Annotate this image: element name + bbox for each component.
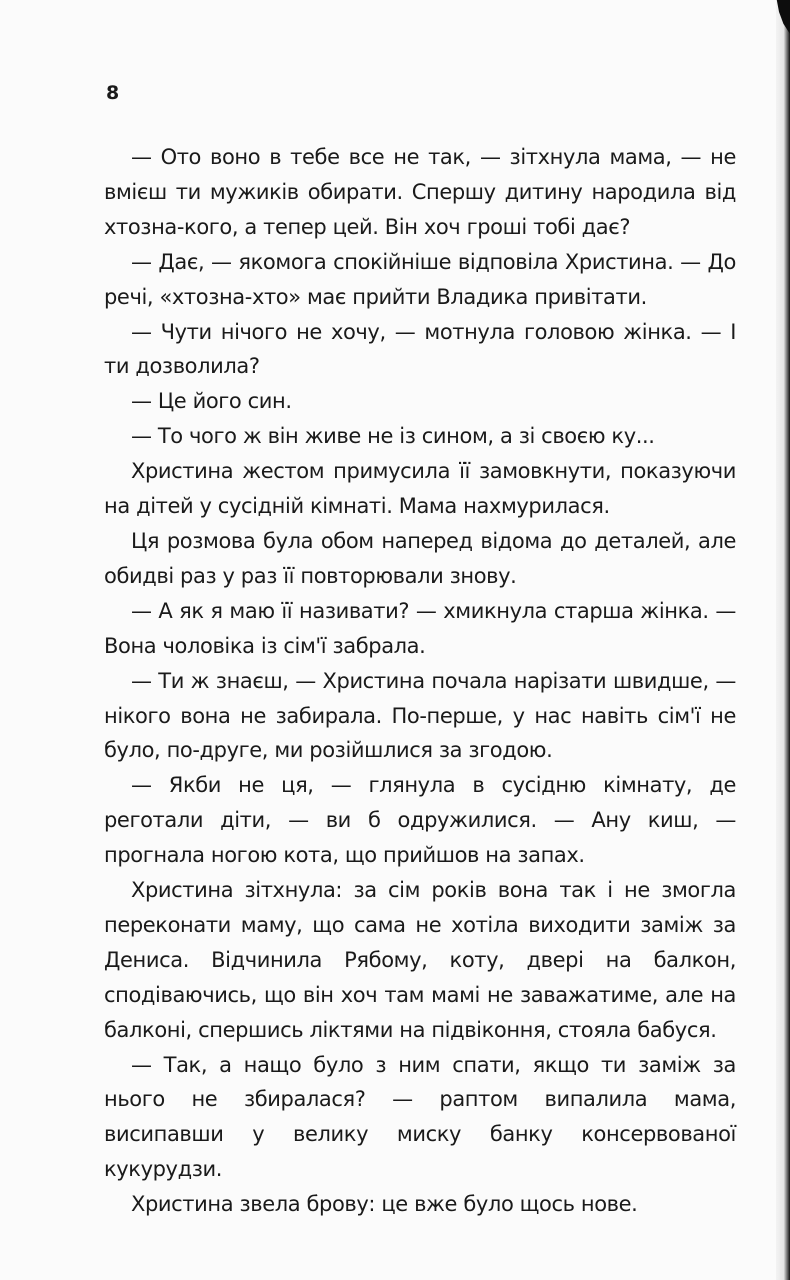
paragraph: — Дає, — якомога спокійніше відповіла Христина. — До речі, «хтозна-хто» має прийти Владика привітати. [104, 249, 736, 309]
paragraph: — Ти ж знаєш, — Христина почала нарізати швидше, — нікого вона не забирала. По-перше, у нас навіть сім'ї не було, по-друге, ми розійшлися за згодою. [104, 668, 736, 763]
page-number: 8 [106, 82, 120, 104]
paragraph: — Чути нічого не хочу, — мотнула головою жінка. — І ти дозволила? [104, 319, 736, 379]
paragraph: — Так, а нащо було з ним спати, якщо ти заміж за нього не збиралася? — раптом випалила мама, висипавши у велику миску банку консервованої кукурудзи. [104, 1052, 736, 1182]
paragraph: — Якби не ця, — глянула в сусідню кімнату, де реготали діти, — ви б одружилися. — Ану киш, — прогнала ногою кота, що прийшов на запах. [104, 773, 736, 868]
paragraph: Христина звела брову: це вже було щось нове. [131, 1192, 638, 1217]
paragraph: Христина зітхнула: за сім років вона так і не змогла переконати маму, що сама не хотіла виходити заміж за Дениса. Відчинила Рябому, коту, двері на балкон, сподіваючись, що він хоч там мамі не заважатиме, але на балконі, спершись ліктями на підвіконня, стояла бабуся. [104, 878, 736, 1042]
paragraph: Ця розмова була обом наперед відома до деталей, але обидві раз у раз її повторювали знову. [104, 528, 736, 588]
paragraph: Христина жестом примусила її замовкнути, показуючи на дітей у сусідній кімнаті. Мама нахмурилася. [104, 459, 736, 519]
paragraph: — То чого ж він живе не із сином, а зі своєю ку... [131, 424, 655, 449]
body-text [104, 140, 736, 1222]
paragraph: — Це його син. [131, 389, 292, 414]
page-edge-shadow [776, 0, 790, 1280]
paragraph: — Ото воно в тебе все не так, — зітхнула мама, — не вмієш ти мужиків обирати. Спершу дитину народила від хтозна-кого, а тепер цей. Він хоч гроші тобі дає? [104, 145, 736, 239]
paragraph: — А як я маю її називати? — хмикнула старша жінка. — Вона чоловіка із сім'ї забрала. [104, 598, 736, 658]
